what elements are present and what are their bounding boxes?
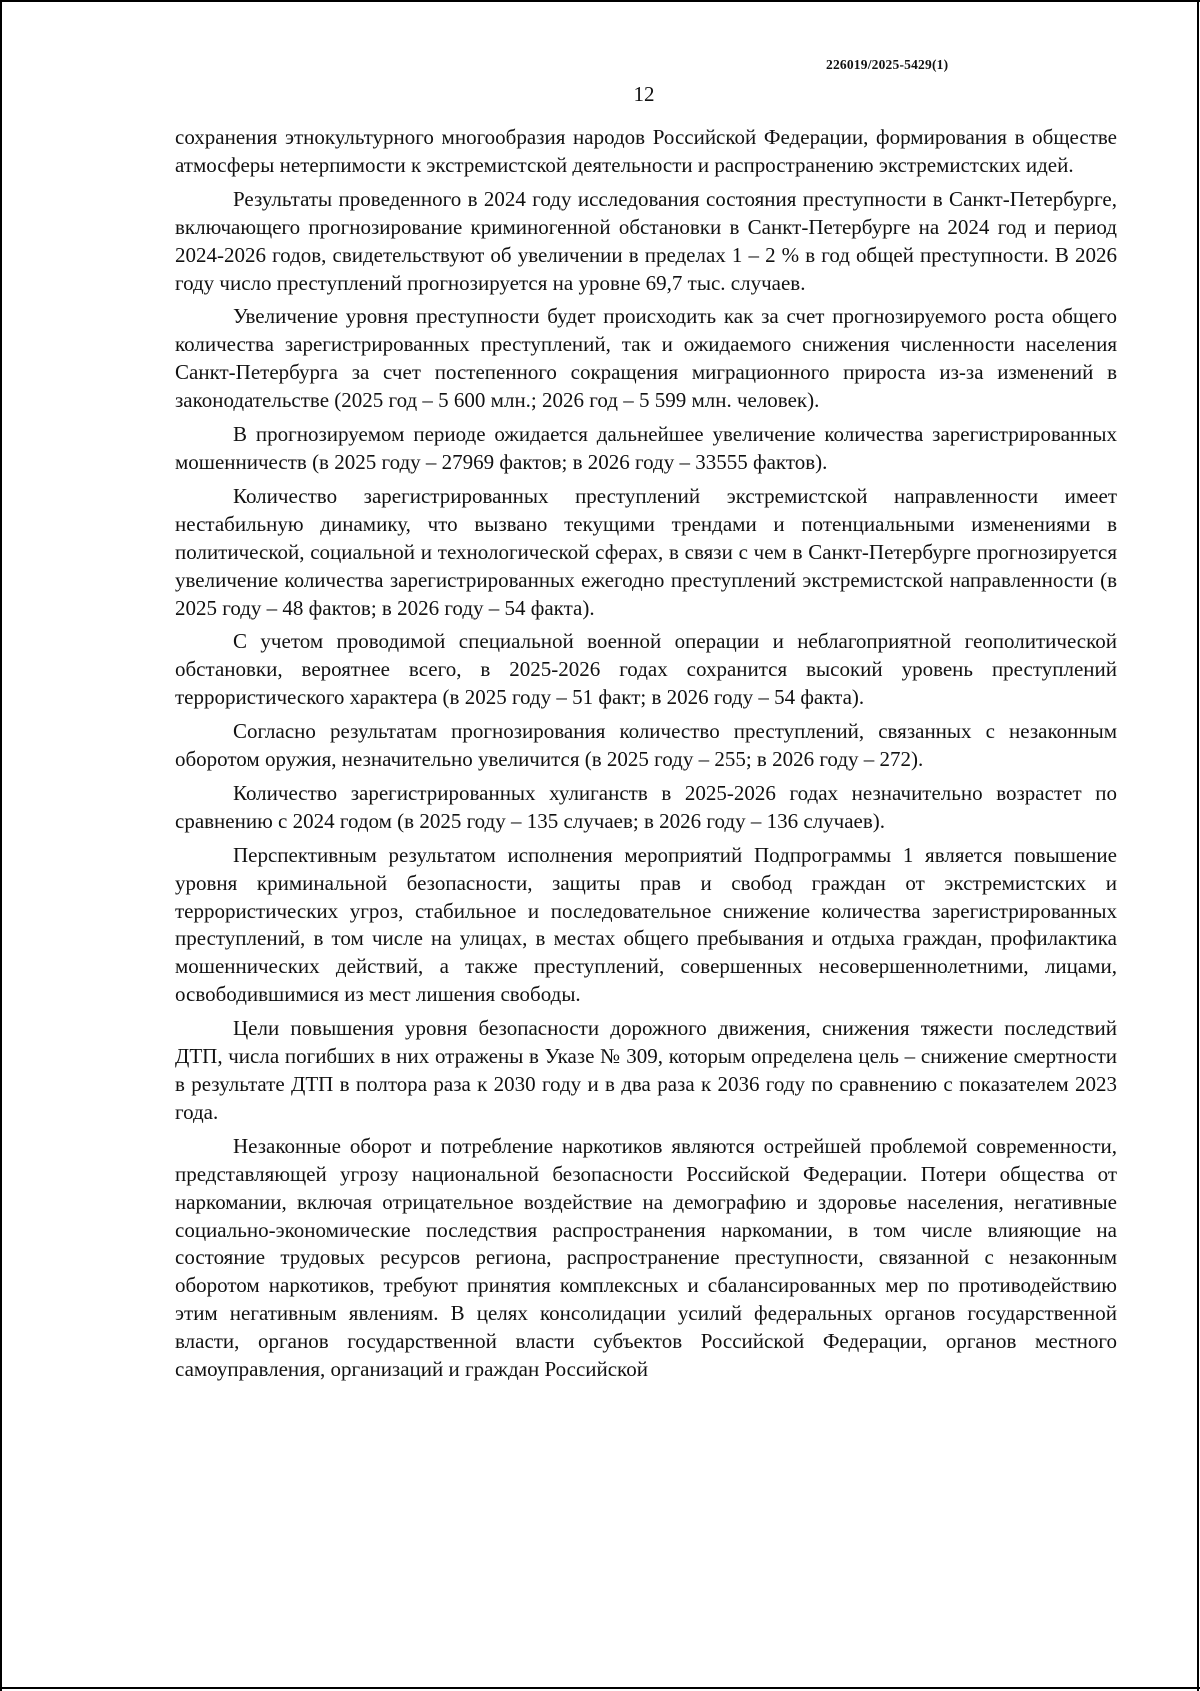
paragraph-road-safety: Цели повышения уровня безопасности дорожного движения, снижения тяжести последствий ДТП, числа погибших в них отражены в Указе № 309, которым определена цель – снижение смертности в результате ДТП в полтора раза к 2030 году и в два раза к 2036 году по сравнению с показателем 2023 года. <box>175 1016 1117 1124</box>
document-id: 226019/2025-5429(1) <box>826 57 949 72</box>
scan-border-right <box>1197 0 1199 1691</box>
document-body <box>175 124 1117 1390</box>
paragraph-terrorism: С учетом проводимой специальной военной операции и неблагоприятной геополитической обстановки, вероятнее всего, в 2025-2026 годах сохранится высокий уровень преступлений террористического характера (в 2025 году – 51 факт; в 2026 году – 54 факта). <box>175 629 1117 710</box>
paragraph-fraud: В прогнозируемом периоде ожидается дальнейшее увеличение количества зарегистрированных мошенничеств (в 2025 году – 27969 фактов; в 2026 году – 33555 фактов). <box>175 422 1117 474</box>
paragraph-extremism: Количество зарегистрированных преступлений экстремистской направленности имеет нестабильную динамику, что вызвано текущими трендами и потенциальными изменениями в политической, социальной и технологической сферах, в связи с чем в Санкт-Петербурге прогнозируется увеличение количества зарегистрированных ежегодно преступлений экстремистской направленности (в 2025 году – 48 фактов; в 2026 году – 54 факта). <box>175 483 1117 620</box>
paragraph-narcotics: Незаконные оборот и потребление наркотиков являются острейшей проблемой современности, представляющей угрозу национальной безопасности Российской Федерации. Потери общества от наркомании, включая отрицательное воздействие на демографию и здоровье населения, негативные социально-экономические последствия распространения наркомании, в том числе влияющие на состояние трудовых ресурсов региона, распространение преступности, связанной с незаконным оборотом наркотиков, требуют принятия комплексных и сбалансированных мер по противодействию этим негативным явлениям. В целях консолидации усилий федеральных органов государственной власти, органов государственной власти субъектов Российской Федерации, органов местного самоуправления, организаций и граждан Российской <box>175 1133 1117 1382</box>
page-number: 12 <box>633 82 655 106</box>
paragraph-subprogram-results: Перспективным результатом исполнения мероприятий Подпрограммы 1 является повышение уровня криминальной безопасности, защиты прав и свобод граждан от экстремистских и террористических угроз, стабильное и последовательное снижение количества зарегистрированных преступлений, в том числе на улицах, в местах общего пребывания и отдыха граждан, профилактика мошеннических действий, а также преступлений, совершенных несовершеннолетними, лицами, освободившимися из мест лишения свободы. <box>175 842 1117 1007</box>
paragraph-crime-research: Результаты проведенного в 2024 году исследования состояния преступности в Санкт-Петербурге, включающего прогнозирование криминогенной обстановки в Санкт-Петербурге на 2024 год и период 2024-2026 годов, свидетельствуют об увеличении в пределах 1 – 2 % в год общей преступности. В 2026 году число преступлений прогнозируется на уровне 69,7 тыс. случаев. <box>175 186 1117 295</box>
scan-border-left <box>0 0 2 1691</box>
paragraph-crime-increase: Увеличение уровня преступности будет происходить как за счет прогнозируемого роста общего количества зарегистрированных преступлений, так и ожидаемого снижения численности населения Санкт-Петербурга за счет постепенного сокращения миграционного прироста из-за изменений в законодательстве (2025 год – 5 600 млн.; 2026 год – 5 599 млн. человек). <box>175 304 1117 413</box>
paragraph-hooliganism: Количество зарегистрированных хулиганств в 2025-2026 годах незначительно возрастет по сравнению с 2024 годом (в 2025 году – 135 случаев; в 2026 году – 136 случаев). <box>175 780 1117 833</box>
scan-border-top <box>0 0 1200 2</box>
paragraph-continuation: сохранения этнокультурного многообразия народов Российской Федерации, формирования в обществе атмосферы нетерпимости к экстремистской деятельности и распространению экстремистских идей. <box>175 125 1117 177</box>
scan-border-bottom <box>0 1687 1200 1689</box>
paragraph-weapons: Согласно результатам прогнозирования количество преступлений, связанных с незаконным оборотом оружия, незначительно увеличится (в 2025 году – 255; в 2026 году – 272). <box>175 719 1117 772</box>
